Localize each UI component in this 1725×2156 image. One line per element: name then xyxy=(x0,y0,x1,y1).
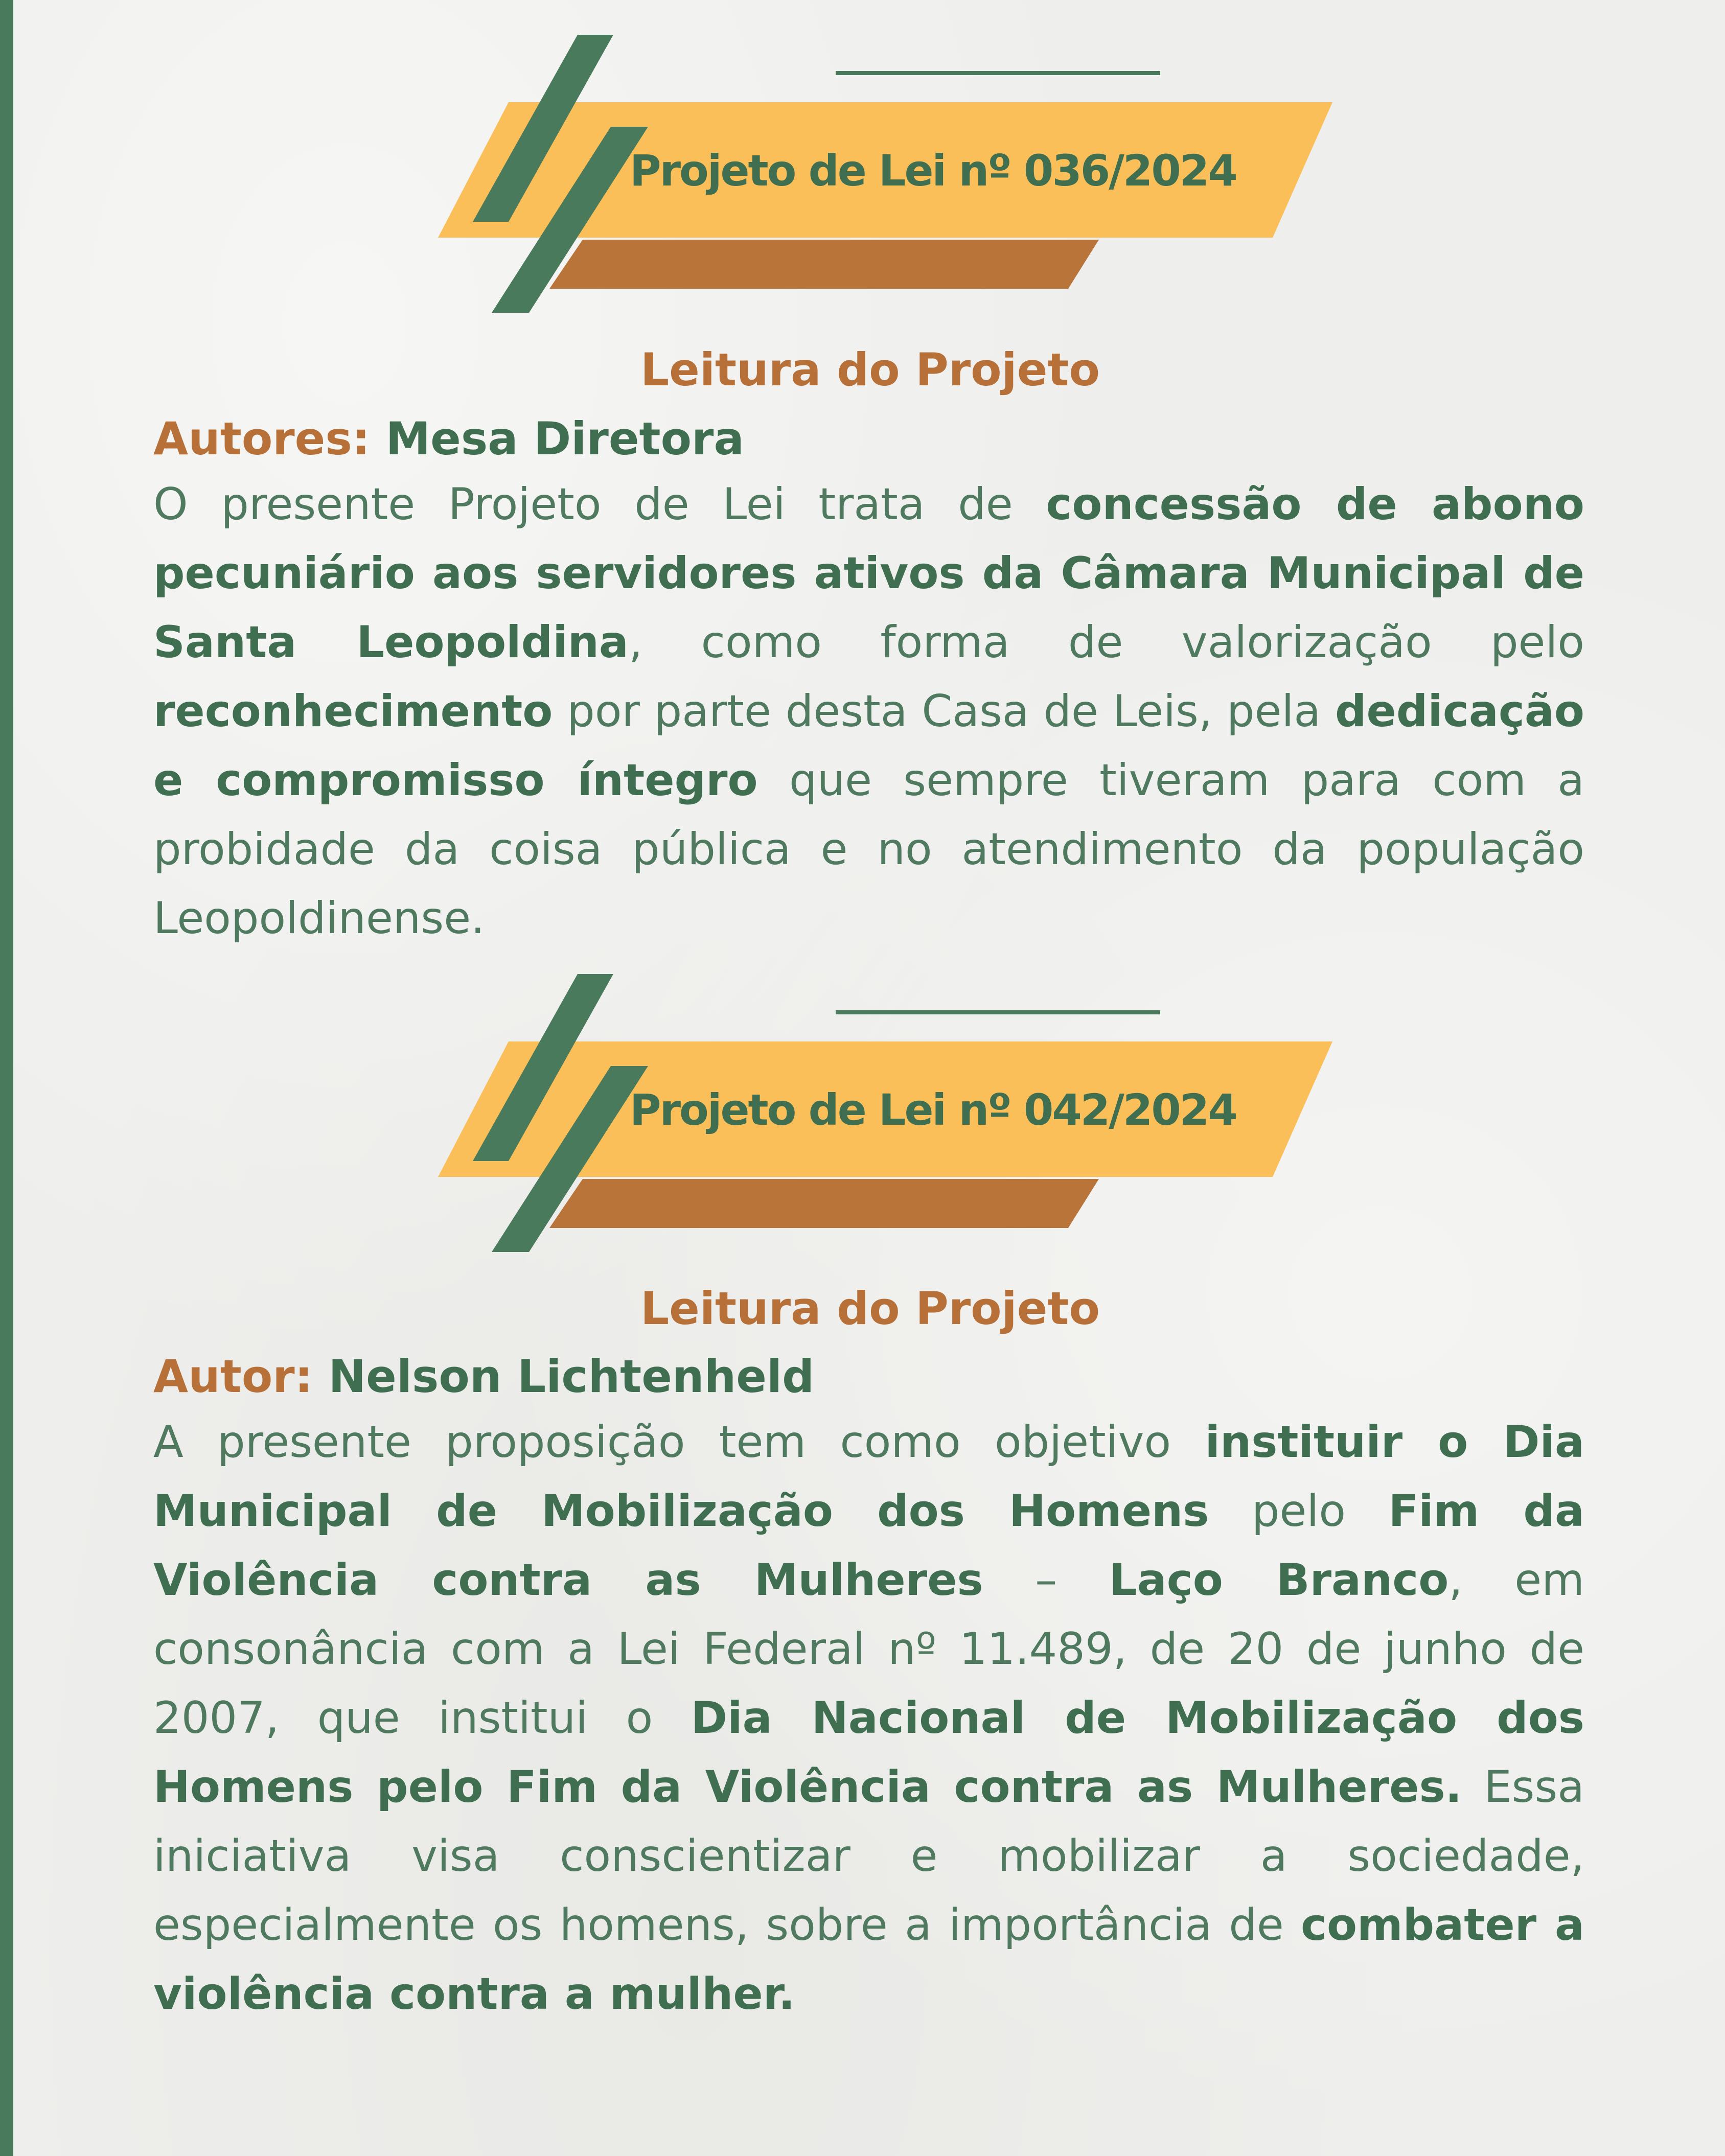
author-label: Autores: xyxy=(153,412,370,465)
emphasis-text: Fim da Violência contra as Mulheres xyxy=(153,1486,1584,1606)
body-text-run: , como forma de valorização pelo xyxy=(628,617,1584,668)
body-text-run: A presente proposição tem como objetivo xyxy=(153,1417,1205,1468)
author-line xyxy=(153,1350,1584,1403)
body-text-run: Essa iniciativa visa conscientizar e mobilizar a sociedade, especialmente os homens, sobre a importância de xyxy=(153,1761,1584,1951)
body-text-run: O presente Projeto de Lei trata de xyxy=(153,479,1046,530)
emphasis-text: Dia Nacional de Mobilização dos Homens pelo Fim da Violência contra as Mulheres. xyxy=(153,1693,1584,1813)
banner-title: Projeto de Lei nº 036/2024 xyxy=(630,146,1236,196)
emphasis-text: concessão de abono pecuniário aos servidores ativos da Câmara Municipal de Santa Leopoldina xyxy=(153,479,1584,668)
project-description xyxy=(153,1408,1584,2029)
banner-orange-band xyxy=(549,1179,1099,1228)
project-description xyxy=(153,470,1584,953)
banner-orange-band xyxy=(549,240,1099,289)
emphasis-text: Laço Branco xyxy=(1109,1555,1449,1606)
project-banner xyxy=(0,31,1725,358)
author-name: Nelson Lichtenheld xyxy=(328,1350,815,1403)
author-name: Mesa Diretora xyxy=(385,412,744,465)
body-text-run: que sempre tiveram para com a probidade da coisa pública e no atendimento da população Leopoldinense. xyxy=(153,755,1584,944)
body-text-run: pelo xyxy=(1209,1486,1389,1537)
body-text-run: , em consonância com a Lei Federal nº 11.489, de 20 de junho de 2007, que institui o xyxy=(153,1555,1584,1744)
emphasis-text: combater a violência contra a mulher. xyxy=(153,1899,1584,2020)
section-heading: Leitura do Projeto xyxy=(640,1282,1100,1335)
banner-title: Projeto de Lei nº 042/2024 xyxy=(630,1085,1236,1135)
body-text-run: – xyxy=(983,1555,1109,1606)
project-banner xyxy=(0,970,1725,1297)
emphasis-text: reconhecimento xyxy=(153,686,553,737)
emphasis-text: instituir o Dia Municipal de Mobilização dos Homens xyxy=(153,1417,1584,1537)
section-heading: Leitura do Projeto xyxy=(640,343,1100,396)
author-line xyxy=(153,412,1584,465)
author-label: Autor: xyxy=(153,1350,313,1403)
emphasis-text: dedicação e compromisso íntegro xyxy=(153,686,1584,806)
body-text-run: por parte desta Casa de Leis, pela xyxy=(553,686,1335,737)
